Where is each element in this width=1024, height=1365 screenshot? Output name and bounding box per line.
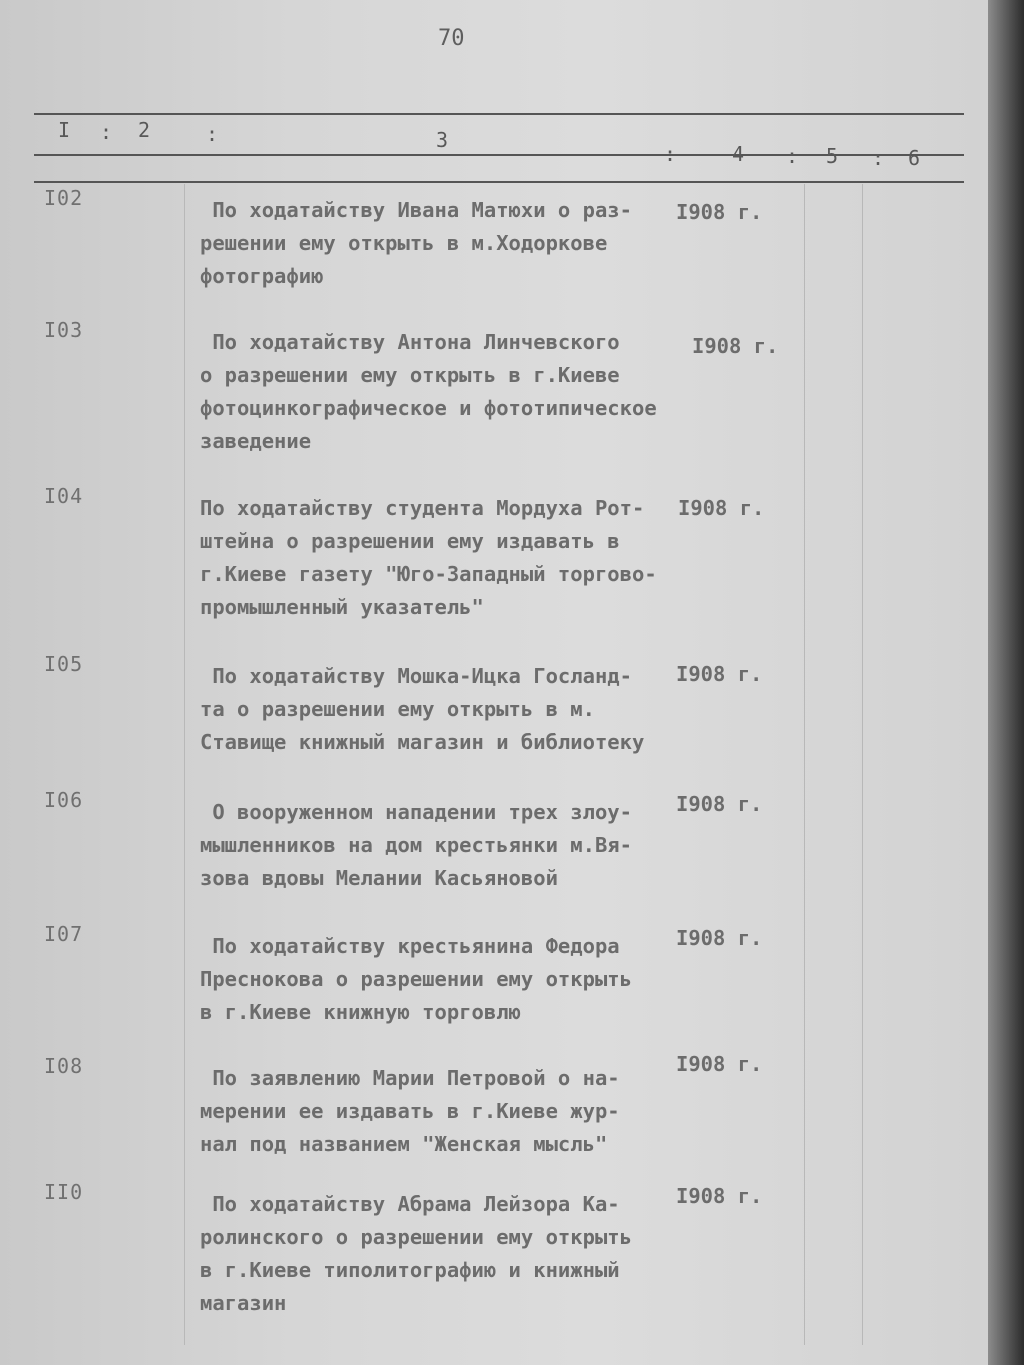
description-line: промышленный указатель" — [200, 595, 484, 619]
description-line: о разрешении ему открыть в г.Киеве — [200, 363, 620, 387]
entry-description — [200, 1188, 670, 1320]
entry-number: II0 — [44, 1180, 84, 1204]
header-top-rule — [34, 113, 964, 115]
entry-number: I05 — [44, 652, 84, 676]
description-line: та о разрешении ему открыть в м. — [200, 697, 595, 721]
entry-number: I06 — [44, 788, 84, 812]
description-line: г.Киеве газету "Юго-Западный торгово- — [200, 562, 657, 586]
entry-description — [200, 660, 670, 759]
description-line: заведение — [200, 429, 312, 453]
description-line: По ходатайству Антона Линчевского — [200, 330, 620, 354]
column-divider — [184, 184, 185, 1345]
description-line: По ходатайству Абрама Лейзора Ка- — [200, 1192, 620, 1216]
entry-date: I908 г. — [676, 1184, 763, 1208]
header-col-3: 3 — [436, 128, 449, 152]
column-divider — [862, 184, 863, 1345]
entry-description — [200, 930, 670, 1029]
entry-number: I02 — [44, 186, 84, 210]
description-line: мерении ее издавать в г.Киеве жур- — [200, 1099, 620, 1123]
description-line: решении ему открыть в м.Ходоркове — [200, 231, 608, 255]
header-col-1: I — [58, 118, 71, 142]
header-col-4: 4 — [732, 142, 745, 166]
entry-date: I908 г. — [678, 496, 765, 520]
description-line: ролинского о разрешении ему открыть — [200, 1225, 632, 1249]
entry-description — [200, 492, 670, 624]
table-top-rule — [34, 181, 964, 183]
description-line: По ходатайству Ивана Матюхи о раз- — [200, 198, 632, 222]
description-line: По заявлению Марии Петровой о на- — [200, 1066, 620, 1090]
header-separator: : — [664, 142, 677, 166]
entry-description — [200, 194, 670, 293]
page-edge-shadow — [988, 0, 1024, 1365]
entry-date: I908 г. — [676, 662, 763, 686]
description-line: нал под названием "Женская мысль" — [200, 1132, 608, 1156]
description-line: По ходатайству крестьянина Федора — [200, 934, 620, 958]
description-line: в г.Киеве книжную торговлю — [200, 1000, 521, 1024]
entry-description — [200, 326, 670, 458]
description-line: фотоцинкографическое и фототипическое — [200, 396, 657, 420]
entry-date: I908 г. — [676, 1052, 763, 1076]
header-separator: : — [872, 146, 885, 170]
entry-date: I908 г. — [676, 200, 763, 224]
entry-description — [200, 796, 670, 895]
entry-number: I07 — [44, 922, 84, 946]
entry-number: I04 — [44, 484, 84, 508]
header-col-5: 5 — [826, 144, 839, 168]
header-separator: : — [786, 144, 799, 168]
description-line: Ставище книжный магазин и библиотеку — [200, 730, 645, 754]
header-bottom-rule — [34, 154, 964, 156]
column-divider — [804, 184, 805, 1345]
description-line: в г.Киеве типолитографию и книжный — [200, 1258, 620, 1282]
header-col-2: 2 — [138, 118, 151, 142]
description-line: О вооруженном нападении трех злоу- — [200, 800, 632, 824]
description-line: фотографию — [200, 264, 324, 288]
header-separator: : — [206, 122, 219, 146]
entry-date: I908 г. — [692, 334, 779, 358]
description-line: По ходатайству Мошка-Ицка Госланд- — [200, 664, 632, 688]
entry-number: I08 — [44, 1054, 84, 1078]
header-col-6: 6 — [908, 146, 921, 170]
description-line: магазин — [200, 1291, 287, 1315]
description-line: Преснокова о разрешении ему открыть — [200, 967, 632, 991]
entry-number: I03 — [44, 318, 84, 342]
entry-date: I908 г. — [676, 926, 763, 950]
description-line: штейна о разрешении ему издавать в — [200, 529, 620, 553]
description-line: мышленников на дом крестьянки м.Вя- — [200, 833, 632, 857]
page-number: 70 — [438, 26, 465, 51]
entry-date: I908 г. — [676, 792, 763, 816]
entry-description — [200, 1062, 670, 1161]
description-line: По ходатайству студента Мордуха Рот- — [200, 496, 645, 520]
description-line: зова вдовы Мелании Касьяновой — [200, 866, 558, 890]
header-separator: : — [100, 120, 113, 144]
